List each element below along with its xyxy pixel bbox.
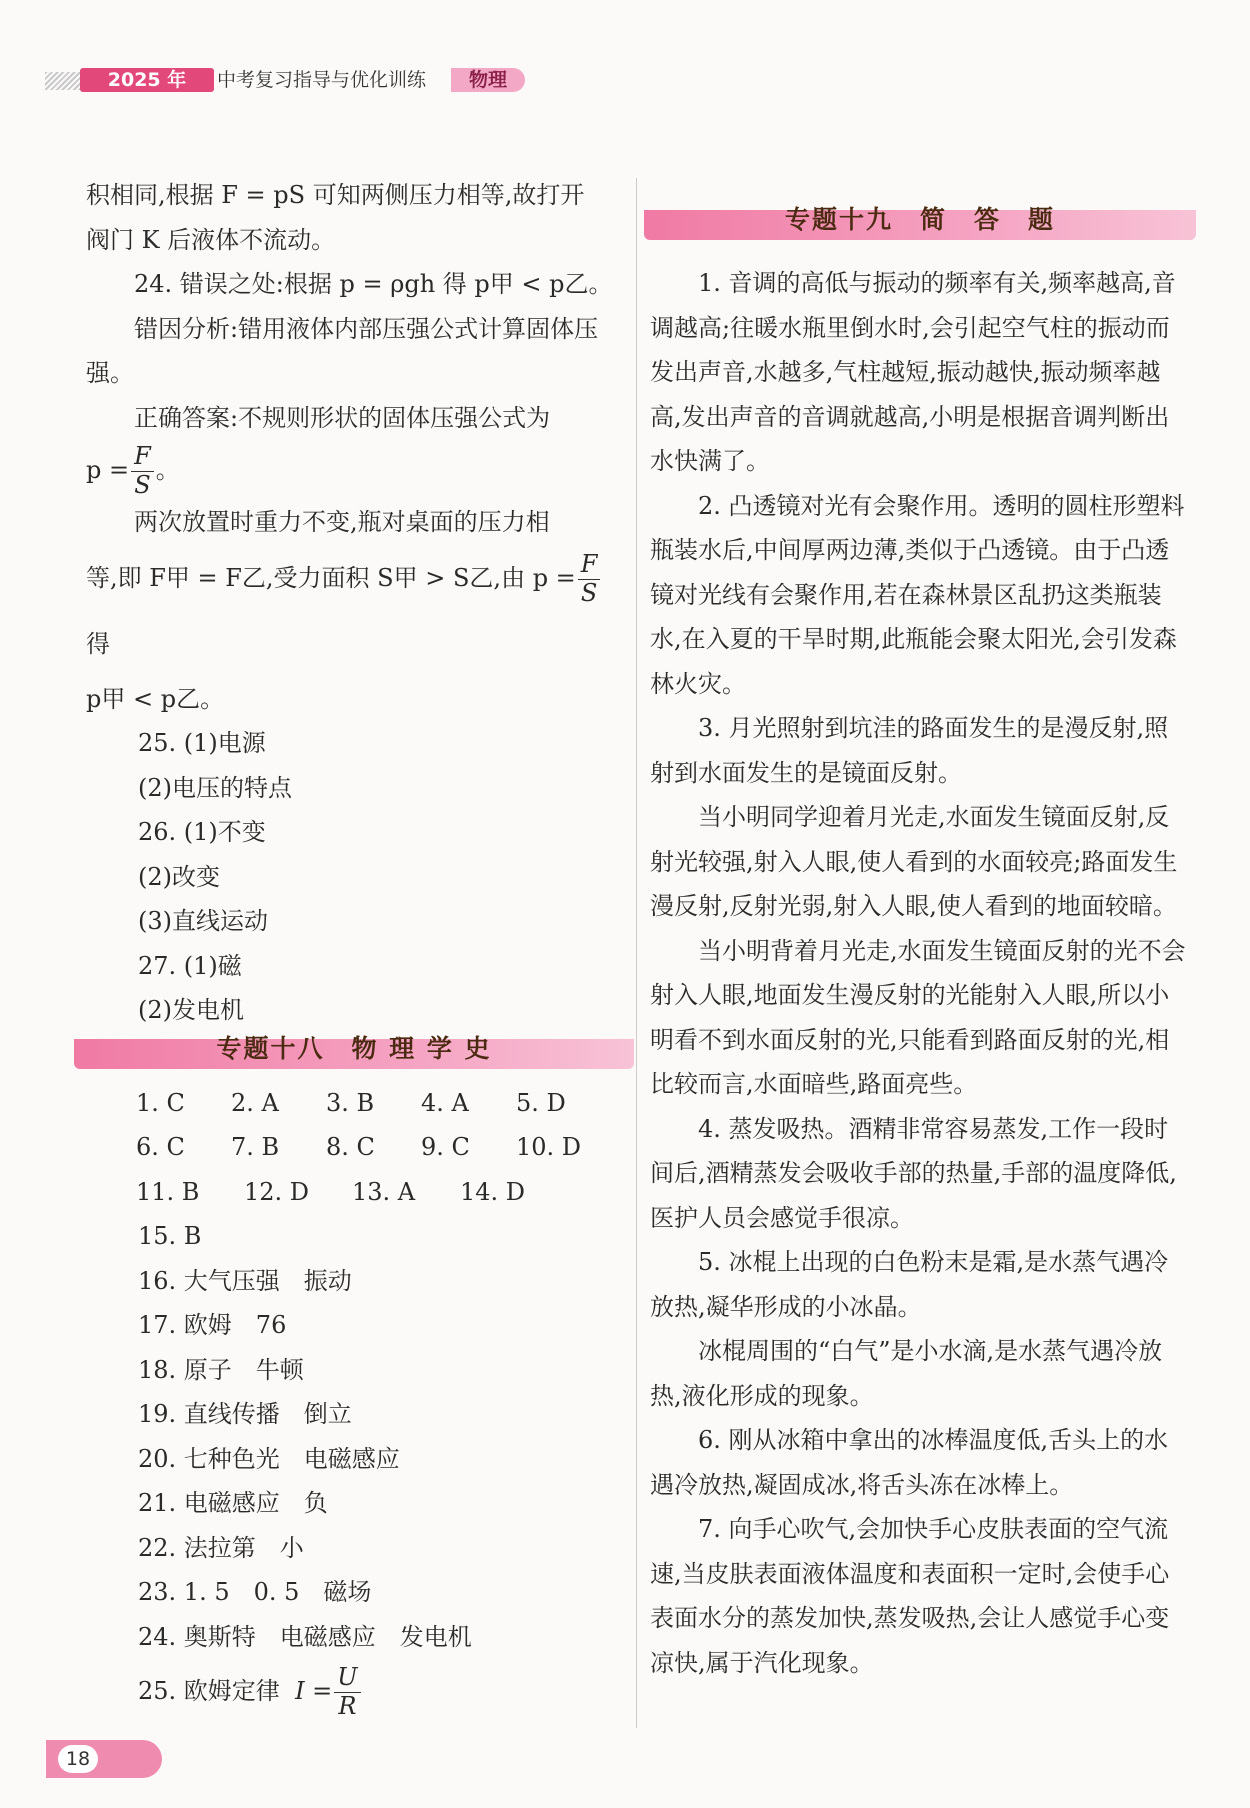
q26-2: (2)改变 <box>138 862 220 891</box>
answer-3: 3. 月光照射到坑洼的路面发生的是漫反射,照射到水面发生的是镜面反射。 <box>650 714 1169 787</box>
q18: 18. 原子 牛顿 <box>138 1355 304 1384</box>
q23: 23. 1. 5 0. 5 磁场 <box>138 1578 372 1606</box>
q24-cause: 错因分析:错用液体内部压强公式计算固体压强。 <box>86 314 599 387</box>
answer-4: 4. 蒸发吸热。酒精非常容易蒸发,工作一段时间后,酒精蒸发会吸收手部的热量,手部的温度降低,医护人员会感觉手很凉。 <box>650 1114 1177 1232</box>
header-decoration <box>45 72 85 90</box>
answer-5: 5. 冰棍上出现的白色粉末是霜,是水蒸气遇冷放热,凝华形成的小冰晶。 <box>650 1248 1169 1321</box>
mc-row-1: 1. C 2. A 3. B 4. A 5. D <box>136 1088 566 1117</box>
q22: 22. 法拉第 小 <box>138 1533 304 1562</box>
q25-1: 25. (1)电源 <box>138 729 266 757</box>
column-divider <box>636 178 637 1728</box>
answer-1: 1. 音调的高低与振动的频率有关,频率越高,音调越高;往暖水瓶里倒水时,会引起空气柱的振动而发出声音,水越多,气柱越短,振动越快,振动频率越高,发出声音的音调就越高,小明是根据音调判断出水快满了。 <box>650 269 1176 475</box>
formula-p: p = <box>86 456 130 484</box>
answer-3c: 当小明背着月光走,水面发生镜面反射的光不会射入人眼,地面发生漫反射的光能射入人眼,所以小明看不到水面反射的光,只能看到路面反射的光,相比较而言,水面暗些,路面亮些。 <box>650 936 1186 1098</box>
answer-7: 7. 向手心吹气,会加快手心皮肤表面的空气流速,当皮肤表面液体温度和表面积一定时,会使手心表面水分的蒸发加快,蒸发吸热,会让人感觉手心变凉快,属于汽化现象。 <box>650 1515 1170 1677</box>
q25-history: 25. 欧姆定律 I = $\frac{U}{R}$ <box>86 1659 626 1723</box>
q17: 17. 欧姆 76 <box>138 1311 287 1339</box>
q26-3: (3)直线运动 <box>138 907 268 935</box>
mc-row-2: 6. C 7. B 8. C 9. C 10. D <box>136 1133 582 1161</box>
q24-correct: 正确答案:不规则形状的固体压强公式为 <box>134 403 551 432</box>
q24-history: 24. 奥斯特 电磁感应 发电机 <box>138 1622 472 1651</box>
q26-1: 26. (1)不变 <box>138 818 266 846</box>
fraction-u-over-r: $\frac{U}{R}$ <box>334 1664 360 1720</box>
left-column <box>86 173 626 1723</box>
q27-2: (2)发电机 <box>138 996 244 1024</box>
q16: 16. 大气压强 振动 <box>138 1266 352 1295</box>
formula-line: p = $\frac{F}{S}$ 。 <box>86 442 180 499</box>
header-subject: 物理 <box>451 68 525 92</box>
q24-para-2: 等,即 F甲 = F乙,受力面积 S甲 > S乙,由 p = $\frac{F}{S}$ 得 <box>86 545 626 677</box>
q20: 20. 七种色光 电磁感应 <box>138 1444 400 1473</box>
page-header <box>45 64 507 94</box>
fraction-f-over-s-2: $\frac{F}{S}$ <box>578 551 601 607</box>
continued-line-2: 阀门 K 后液体不流动。 <box>86 225 336 254</box>
answer-5b: 冰棍周围的“白气”是小水滴,是水蒸气遇冷放热,液化形成的现象。 <box>650 1337 1163 1410</box>
right-column <box>650 261 1190 1685</box>
q24-para-1: 两次放置时重力不变,瓶对桌面的压力相 <box>134 508 550 536</box>
continued-line-1: 积相同,根据 F = pS 可知两侧压力相等,故打开 <box>86 181 585 209</box>
q24-para-3: p甲 < p乙。 <box>86 684 225 713</box>
section-18-header: 专题十八 物 理 学 史 <box>74 1039 634 1069</box>
q15: 15. B <box>138 1222 202 1250</box>
q27-1: 27. (1)磁 <box>138 951 242 980</box>
q25-2: (2)电压的特点 <box>138 773 292 802</box>
fraction-f-over-s: $\frac{F}{S}$ <box>131 443 154 499</box>
section-19-header: 专题十九 简 答 题 <box>644 210 1196 240</box>
mc-row-3: 11. B 12. D 13. A 14. D <box>136 1177 526 1206</box>
answer-6: 6. 刚从冰箱中拿出的冰棒温度低,舌头上的水遇冷放热,凝固成冰,将舌头冻在冰棒上。 <box>650 1426 1169 1499</box>
answer-3b: 当小明同学迎着月光走,水面发生镜面反射,反射光较强,射入人眼,使人看到的水面较亮;路面发生漫反射,反射光弱,射入人眼,使人看到的地面较暗。 <box>650 803 1178 920</box>
header-year: 2025 年 <box>80 68 214 92</box>
page-number-tab <box>46 1740 162 1778</box>
page-number: 18 <box>58 1745 98 1773</box>
q24-error: 24. 错误之处:根据 p = ρgh 得 p甲 < p乙。 <box>134 270 613 298</box>
q19: 19. 直线传播 倒立 <box>138 1400 352 1428</box>
q21: 21. 电磁感应 负 <box>138 1489 328 1517</box>
header-title: 中考复习指导与优化训练 <box>217 69 427 91</box>
answer-2: 2. 凸透镜对光有会聚作用。透明的圆柱形塑料瓶装水后,中间厚两边薄,类似于凸透镜。由于凸透镜对光线有会聚作用,若在森林景区乱扔这类瓶装水,在入夏的干旱时期,此瓶能会聚太阳光,会引发森林火灾。 <box>650 491 1185 698</box>
